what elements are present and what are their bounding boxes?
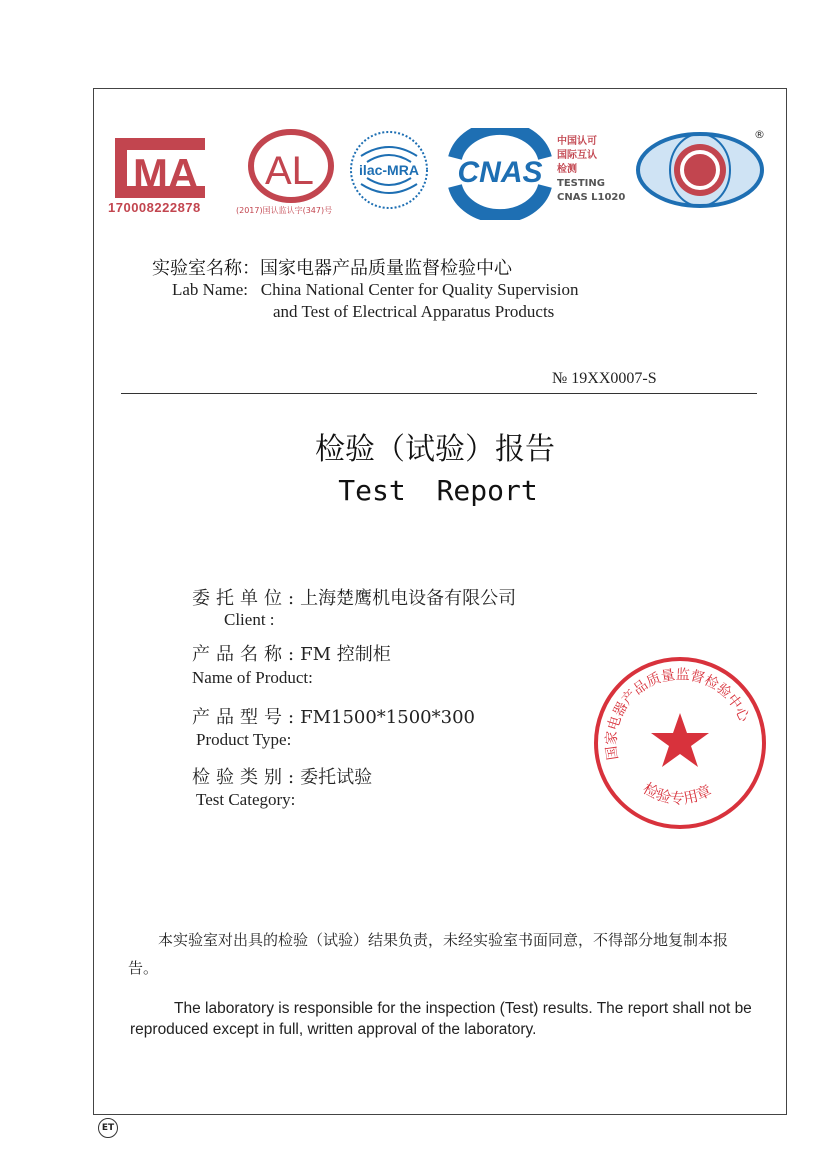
star-icon	[651, 713, 709, 767]
lab-name-line1: China National Center for Quality Supervision	[260, 280, 579, 299]
official-seal	[592, 655, 768, 831]
lab-name-en	[172, 280, 579, 300]
field-label-en: Client :	[224, 610, 275, 629]
field-client	[192, 584, 516, 610]
cnas-logo	[455, 128, 545, 216]
footer-mark-icon: ET	[98, 1118, 118, 1138]
ilac-text: ilac-MRA	[359, 162, 419, 178]
seal-text-top: 国家电器产品质量监督检验中心	[603, 666, 752, 761]
cal-logo	[251, 132, 331, 200]
lab-name-cn: 实验室名称：国家电器产品质量监督检验中心	[152, 258, 512, 279]
field-value: 上海楚鹰机电设备有限公司	[300, 588, 517, 609]
cnas-line: CNAS L1020	[557, 192, 626, 203]
svg-text:检验专用章	[640, 779, 714, 808]
cnas-line: 中国认可	[557, 136, 597, 147]
ilac-mra-logo	[351, 132, 427, 208]
field-label-cn: 检验类别:	[192, 767, 301, 788]
report-title-en: Test Report	[338, 474, 538, 507]
cal-text: AL	[265, 149, 314, 193]
field-test-category	[192, 763, 372, 789]
disclaimer-en: The laboratory is responsible for the inspection (Test) results. The report shall not be reproduced except in full, written approval of the laboratory.	[130, 1000, 752, 1038]
cnas-line: TESTING	[557, 178, 605, 189]
cma-text: MA	[133, 150, 199, 197]
cnas-line: 国际互认	[557, 150, 597, 161]
field-product-name	[192, 640, 391, 666]
field-value: 委托试验	[300, 767, 373, 788]
report-title-cn: 检验（试验）报告	[315, 432, 555, 467]
cnas-text: CNAS	[457, 156, 543, 189]
field-label-cn: 委托单位:	[192, 588, 301, 609]
divider	[121, 393, 757, 394]
report-number: № 19XX0007-S	[552, 370, 657, 387]
field-product-type	[192, 703, 475, 729]
cal-number: (2017)国认监认字(347)号	[236, 206, 333, 215]
disclaimer-cn: 本实验室对出具的检验（试验）结果负责，未经实验室书面同意，不得部分地复制本报告。	[128, 931, 729, 977]
field-value: FM 控制柜	[300, 644, 391, 665]
field-value: FM1500*1500*300	[300, 707, 475, 728]
field-label-cn: 产品名称:	[192, 644, 301, 665]
field-label-en: Name of Product:	[192, 668, 313, 687]
cma-logo	[115, 138, 205, 198]
lab-name-line2: and Test of Electrical Apparatus Products	[273, 302, 555, 321]
lab-name-label: Lab Name:	[172, 280, 248, 299]
cnas-line: 检测	[557, 164, 577, 175]
field-label-en: Product Type:	[196, 730, 292, 749]
cqc-globe-logo	[638, 134, 762, 206]
seal-text-bottom: 检验专用章	[639, 779, 715, 808]
registered-mark: ®	[754, 128, 765, 141]
accreditation-logos	[105, 128, 775, 220]
cma-number: 170008222878	[108, 200, 201, 215]
cnas-accreditation-text	[557, 135, 625, 205]
field-label-en: Test Category:	[196, 790, 296, 809]
field-label-cn: 产品型号:	[192, 707, 301, 728]
